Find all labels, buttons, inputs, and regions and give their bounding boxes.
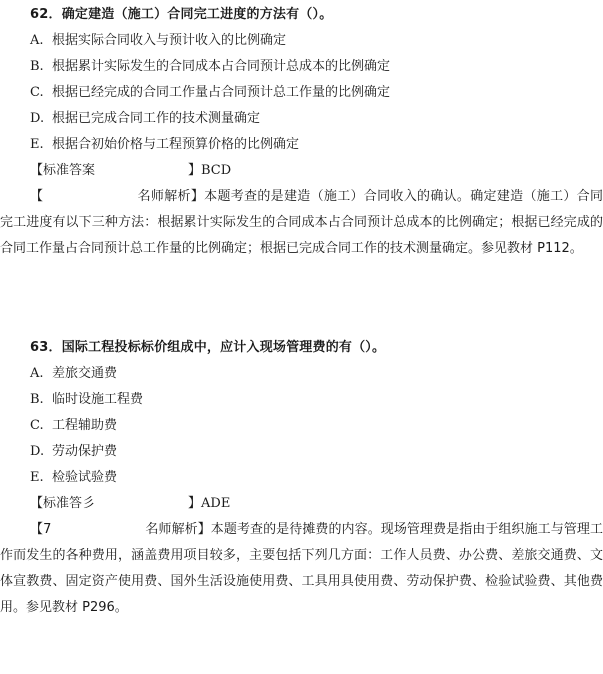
option-d <box>0 106 603 132</box>
option-text: 根据已完成合同工作的技术测量确定 <box>52 111 261 126</box>
answer-label: 【标准答案 <box>30 163 96 178</box>
answer-label: 【标准答彡 <box>30 496 96 511</box>
standard-answer <box>0 491 603 517</box>
question-stem: 63．国际工程投标标价组成中，应计入现场管理费的有（）。 <box>30 340 386 355</box>
analysis-paragraph <box>0 184 603 262</box>
option-letter: A. <box>30 366 44 381</box>
option-letter: B. <box>30 392 44 407</box>
answer-bracket: 】 <box>188 496 202 511</box>
option-text: 临时设施工程费 <box>52 392 144 407</box>
option-letter: D. <box>30 444 45 459</box>
option-text: 根据已经完成的合同工作量占合同预计总工作量的比例确定 <box>52 85 391 100</box>
option-text: 根据实际合同收入与预计收入的比例确定 <box>52 33 287 48</box>
option-a <box>0 28 603 54</box>
option-letter: C. <box>30 85 44 100</box>
answer-value: ADE <box>201 496 231 511</box>
answer-value: BCD <box>201 163 232 178</box>
question-stem: 62．确定建造（施工）合同完工进度的方法有（）。 <box>30 7 333 22</box>
answer-bracket: 】 <box>188 163 202 178</box>
option-letter: E. <box>30 470 44 485</box>
analysis-block <box>0 517 603 621</box>
analysis-text: 名师解析】本题考查的是待摊费的内容。现场管理费是指由于组织施工与管理工作而发生的各种费用，涵盖费用项目较多，主要包括下列几方面：工作人员费、办公费、差旅交通费、文体宣教费、固定资产使用费、国外生活设施使用费、工具用具使用费、劳动保护费、检验试验费、其他费用。参见教材 P296。 <box>0 522 603 615</box>
option-text: 根据累计实际发生的合同成本占合同预计总成本的比例确定 <box>52 59 391 74</box>
option-text: 工程辅助费 <box>52 418 118 433</box>
option-letter: C. <box>30 418 44 433</box>
analysis-block <box>0 184 603 262</box>
option-letter: D. <box>30 111 45 126</box>
analysis-paragraph <box>0 517 603 621</box>
question-63 <box>0 335 603 621</box>
option-text: 差旅交通费 <box>52 366 118 381</box>
option-a <box>0 361 603 387</box>
analysis-bracket: 【7 <box>30 522 52 537</box>
option-b <box>0 54 603 80</box>
option-c <box>0 413 603 439</box>
option-text: 根据合初始价格与工程预算价格的比例确定 <box>52 137 300 152</box>
option-text: 劳动保护费 <box>52 444 118 459</box>
question-62 <box>0 2 603 262</box>
option-letter: B. <box>30 59 44 74</box>
analysis-bracket: 【 <box>30 189 44 204</box>
option-c <box>0 80 603 106</box>
option-e <box>0 465 603 491</box>
option-d <box>0 439 603 465</box>
option-letter: E. <box>30 137 44 152</box>
option-e <box>0 132 603 158</box>
analysis-text: 名师解析】本题考查的是建造（施工）合同收入的确认。确定建造（施工）合同完工进度有以下三种方法：根据累计实际发生的合同成本占合同预计总成本的比例确定；根据已经完成的合同工作量占合同预计总工作量的比例确定；根据已完成合同工作的技术测量确定。参见教材 P112。 <box>0 189 603 256</box>
option-text: 检验试验费 <box>52 470 118 485</box>
option-b <box>0 387 603 413</box>
option-letter: A. <box>30 33 44 48</box>
standard-answer <box>0 158 603 184</box>
